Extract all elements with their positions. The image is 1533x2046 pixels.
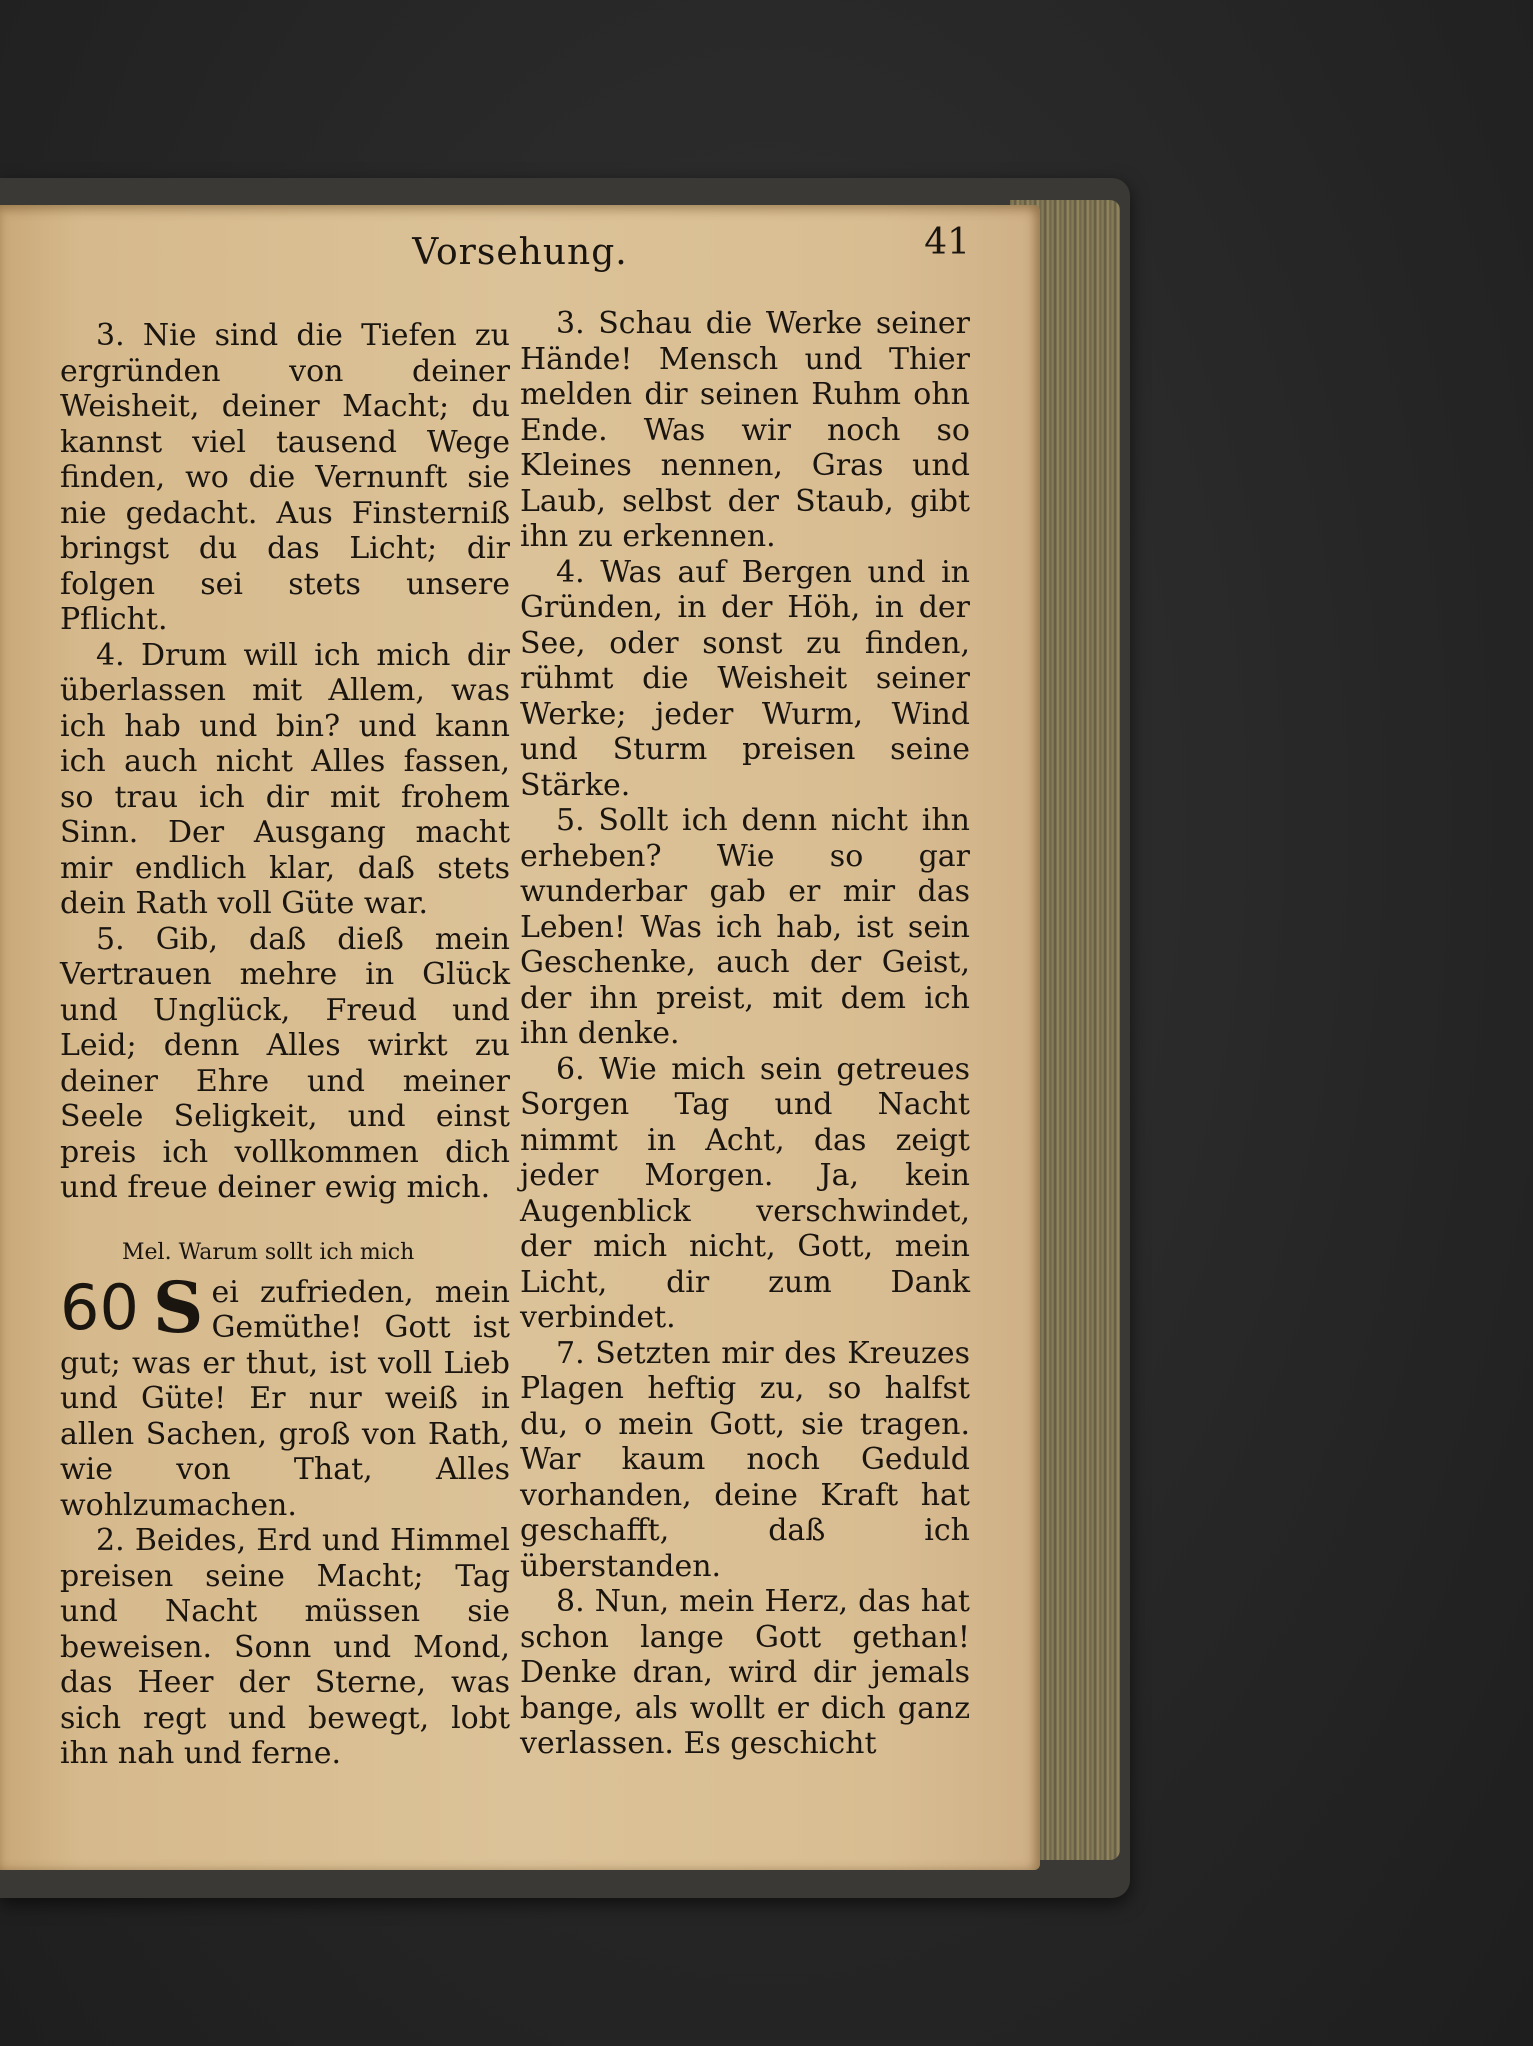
verse-paragraph: [60, 922, 510, 1206]
page-number: 41: [924, 222, 970, 263]
verse-text: Schau die Werke seiner Hände! Mensch und Thier melden dir seinen Ruhm ohn Ende. Was wir noch so Kleines nennen, Gras und Laub, selbst der Staub, gibt ihn zu erkennen.: [520, 306, 970, 554]
verse-paragraph: [520, 1052, 970, 1336]
verse-paragraph: [520, 1584, 970, 1762]
verse-paragraph: [520, 1336, 970, 1585]
verse-paragraph: [520, 555, 970, 804]
running-head: Vorsehung.: [412, 232, 628, 273]
hymn-first-text: ei zufrieden, mein Gemüthe! Gott ist gut; was er thut, ist voll Lieb und Güte! Er nur weiß in allen Sachen, groß von Rath, wie von That, Alles wohlzumachen.: [60, 1274, 510, 1523]
verse-number: 5.: [96, 921, 125, 957]
verse-number: 4.: [96, 637, 125, 673]
verse-text: Was auf Bergen und in Gründen, in der Höh, in der See, oder sonst zu finden, rühmt die Weisheit seiner Werke; jeder Wurm, Wind und Sturm preisen seine Stärke.: [520, 554, 970, 803]
verse-text: Nun, mein Herz, das hat schon lange Gott gethan! Denke dran, wird dir jemals bange, als wollt er dich ganz verlassen. Es geschicht: [520, 1584, 970, 1761]
melody-note: Mel. Warum sollt ich mich: [122, 1239, 415, 1265]
verse-text: Wie mich sein getreues Sorgen Tag und Nacht nimmt in Acht, das zeigt jeder Morgen. Ja, kein Augenblick verschwindet, der mich nicht, Gott, mein Licht, dir zum Dank verbindet.: [520, 1051, 970, 1335]
verse-number: 5.: [556, 803, 585, 838]
verse-paragraph: [60, 1523, 510, 1772]
verse-paragraph: [60, 638, 510, 922]
verse-text: Gib, daß dieß mein Vertrauen mehre in Glück und Unglück, Freud und Leid; denn Alles wirkt zu deiner Ehre und meiner Seele Seligkeit, und einst preis ich vollkommen dich und freue deiner ewig mich.: [60, 921, 510, 1205]
verse-number: 3.: [96, 318, 125, 353]
verse-number: 6.: [556, 1051, 585, 1087]
hymn-first-verse: [60, 1265, 510, 1524]
verse-paragraph: [520, 306, 970, 555]
verse-number: 2.: [96, 1523, 125, 1558]
verse-number: 3.: [556, 306, 585, 341]
verse-text: Beides, Erd und Himmel preisen seine Macht; Tag und Nacht müssen sie beweisen. Sonn und Mond, das Heer der Sterne, was sich regt und bewegt, lobt ihn nah und ferne.: [60, 1523, 510, 1771]
verse-text: Nie sind die Tiefen zu ergründen von deiner Weisheit, deiner Macht; du kannst viel tausend Wege finden, wo die Vernunft sie nie gedacht. Aus Finsterniß bringst du das Licht; dir folgen sei stets unsere Pflicht.: [60, 318, 510, 637]
hymn-number: 60: [60, 1270, 139, 1344]
verse-paragraph: [60, 318, 510, 638]
drop-cap: S: [152, 1265, 204, 1349]
verse-number: 4.: [556, 554, 585, 590]
right-column: [520, 306, 970, 1762]
left-column: [60, 318, 510, 1772]
verse-text: Drum will ich mich dir überlassen mit Allem, was ich hab und bin? und kann ich auch nicht Alles fassen, so trau ich dir mit frohem Sinn. Der Ausgang macht mir endlich klar, daß stets dein Rath voll Güte war.: [60, 637, 510, 921]
verse-number: 8.: [556, 1584, 585, 1619]
verse-paragraph: [520, 803, 970, 1052]
verse-text: Sollt ich denn nicht ihn erheben? Wie so gar wunderbar gab er mir das Leben! Was ich hab, ist sein Geschenke, auch der Geist, der ihn preist, mit dem ich ihn denke.: [520, 803, 970, 1051]
verse-text: Setzten mir des Kreuzes Plagen heftig zu, so halfst du, o mein Gott, sie tragen. War kaum noch Geduld vorhanden, deine Kraft hat geschafft, daß ich überstanden.: [520, 1335, 970, 1584]
verse-number: 7.: [556, 1335, 585, 1371]
